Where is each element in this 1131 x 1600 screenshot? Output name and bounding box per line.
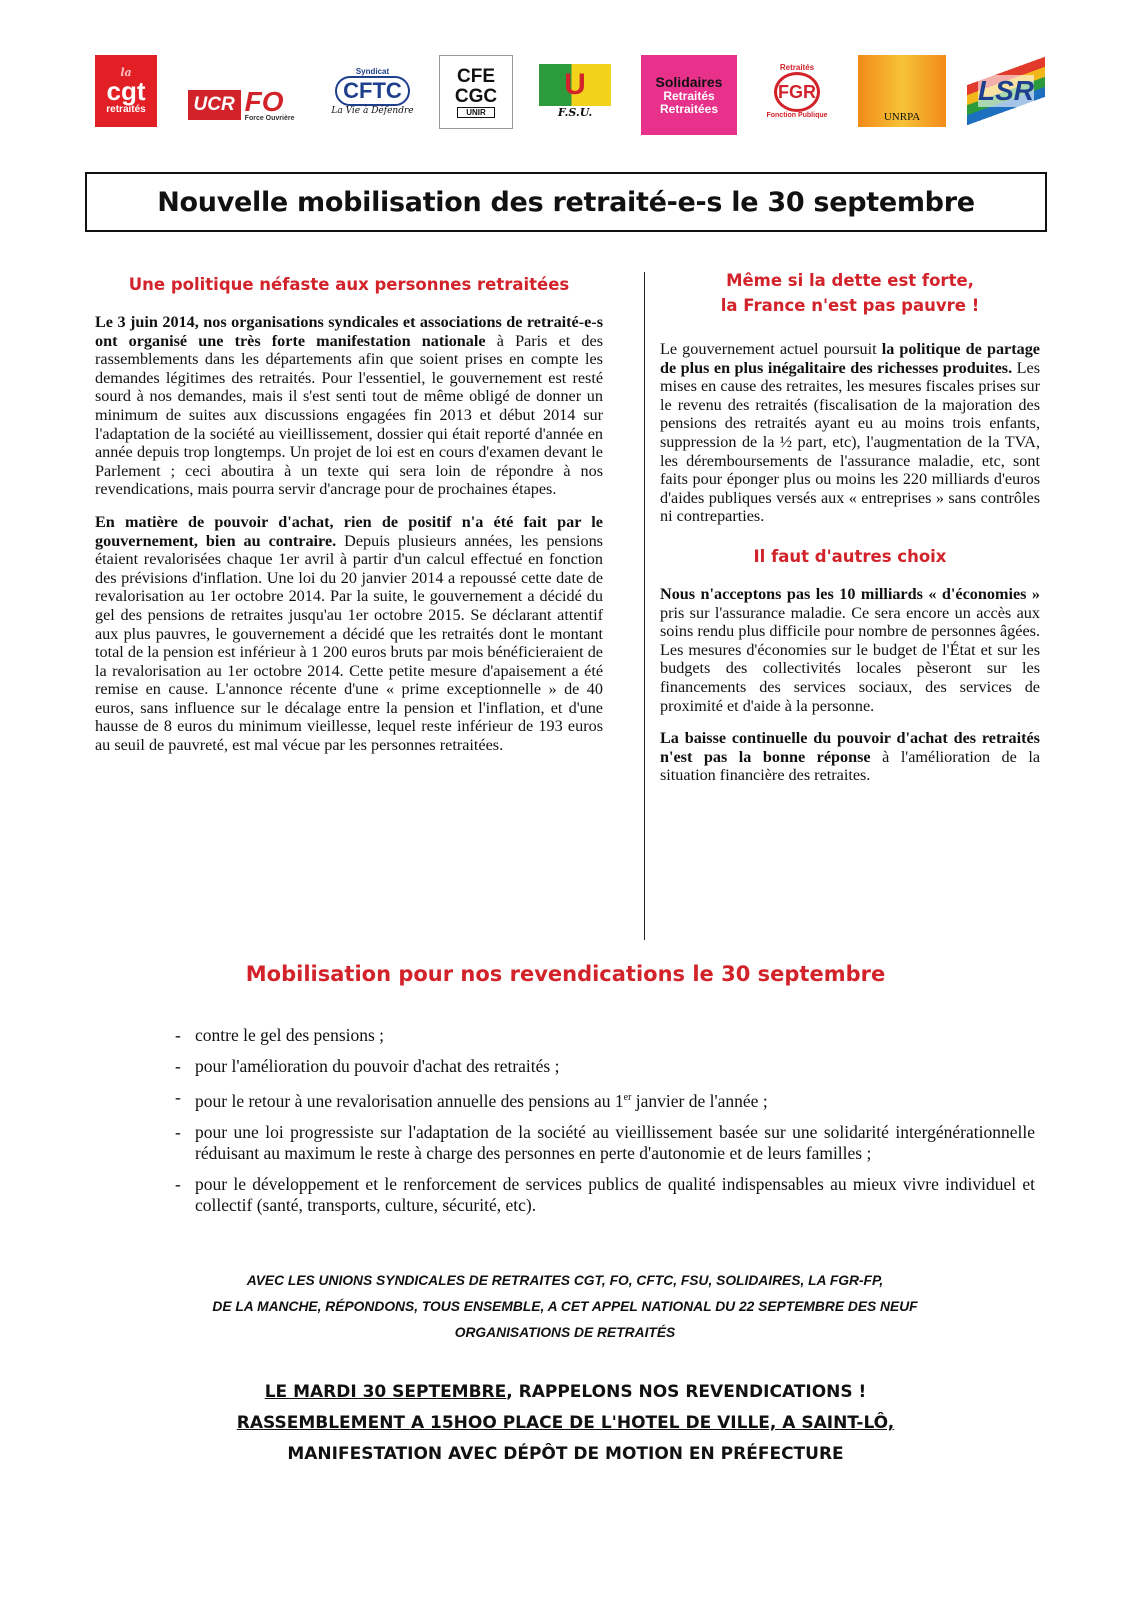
fo-logo-sub: Force Ouvrière xyxy=(244,114,295,122)
fsu-logo-emblem xyxy=(539,64,611,106)
event-date: LE MARDI 30 SEPTEMBRE xyxy=(264,1382,507,1402)
list-item xyxy=(175,1025,1035,1046)
cftc-logo-top: Syndicat xyxy=(355,66,390,76)
demand-superscript: er xyxy=(623,1092,632,1103)
event-date-line xyxy=(0,1377,1131,1408)
left-paragraph-2 xyxy=(95,513,603,755)
call-line-2: DE LA MANCHE, RÉPONDONS, TOUS ENSEMBLE, A CET APPEL NATIONAL DU 22 SEPTEMBRE DES NEUF xyxy=(212,1299,918,1314)
right-p1-bold: la politique de partage de plus en plus inégalitaire des richesses produites. xyxy=(660,340,1040,377)
call-line-3: ORGANISATIONS DE RETRAITÉS xyxy=(454,1325,676,1340)
fgr-logo-main: FGR xyxy=(774,72,820,112)
demand-text: pour l'amélioration du pouvoir d'achat des retraités ; xyxy=(195,1056,560,1076)
ucr-logo-text: UCR xyxy=(188,90,241,120)
cftc-logo-sub: La Vie à Défendre xyxy=(331,105,414,116)
union-logos-bar xyxy=(95,55,1045,130)
cfe-cgc-logo-main: CFE CGC xyxy=(454,65,498,107)
right-p2-rest: pris sur l'assurance maladie. Ce sera encore un accès aux soins rendu plus difficile pour nombre de personnes âgées. Les mesures d'économies sur le budget de l'État et sur les budgets des collectivités locales pèseront sur les financements des services sociaux, des services de proximité et d'aide à la personne. xyxy=(660,603,1040,715)
unrpa-logo-main: UNRPA xyxy=(883,111,921,123)
right-column xyxy=(660,268,1040,799)
demand-text-part: pour le retour à une revalorisation annuelle des pensions au 1 xyxy=(195,1090,624,1111)
right-paragraph-1 xyxy=(660,340,1040,526)
lsr-logo xyxy=(967,55,1045,127)
fsu-logo-main: U xyxy=(564,67,586,101)
call-to-action-block xyxy=(95,1268,1035,1346)
cftc-logo xyxy=(325,55,420,127)
event-location: RASSEMBLEMENT A 15HOO PLACE DE L'HOTEL DE VILLE, A SAINT-LÔ, xyxy=(236,1413,895,1433)
event-details xyxy=(0,1377,1131,1470)
left-column xyxy=(95,272,603,769)
right-heading-2: la France n'est pas pauvre ! xyxy=(720,296,980,315)
demand-text: pour une loi progressiste sur l'adaptation de la société au vieillissement basée sur une solidarité intergénérationnelle réduisant au maximum le reste à charge des personnes en perte d'autonomie et de leurs familles ; xyxy=(195,1121,1035,1163)
list-dash: - xyxy=(175,1173,181,1194)
event-manifestation: MANIFESTATION AVEC DÉPÔT DE MOTION EN PRÉFECTURE xyxy=(287,1444,844,1464)
demands-list xyxy=(175,1025,1035,1226)
left-p2-bold: En matière de pouvoir d'achat, rien de positif n'a été fait par le gouvernement, bien au contraire. xyxy=(95,512,603,550)
list-item xyxy=(175,1122,1035,1164)
fgr-logo xyxy=(759,55,835,127)
right-paragraph-2 xyxy=(660,585,1040,715)
page-title: Nouvelle mobilisation des retraité-e-s le 30 septembre xyxy=(157,186,975,218)
left-p1-bold: Le 3 juin 2014, nos organisations syndicales et associations de retraité-e-s ont organisé une très forte manifestation nationale xyxy=(95,313,603,350)
cfe-cgc-logo xyxy=(439,55,513,129)
right-heading-1: Même si la dette est forte, xyxy=(726,271,974,290)
fsu-logo-sub: F.S.U. xyxy=(557,105,593,119)
demand-text xyxy=(195,1087,1035,1112)
right-p3-rest: à l'amélioration de la situation financière des retraites. xyxy=(660,747,1040,785)
title-box xyxy=(85,172,1047,232)
cgt-logo-main: cgt xyxy=(106,75,146,106)
list-item xyxy=(175,1087,1035,1112)
right-p2-bold: Nous n'acceptons pas les 10 milliards « d'économies » xyxy=(660,584,1040,603)
right-p1-pre: Le gouvernement actuel poursuit xyxy=(660,340,882,358)
demand-text: pour le développement et le renforcement de services publics de qualité indispensables au mieux vivre individuel et collectif (santé, transports, culture, sécurité, etc). xyxy=(195,1173,1035,1215)
fgr-logo-sub: Fonction Publique xyxy=(766,112,828,119)
left-heading: Une politique néfaste aux personnes retraitées xyxy=(128,275,570,294)
list-dash: - xyxy=(175,1025,181,1045)
fgr-logo-top: Retraités xyxy=(779,63,815,72)
event-rappel: , RAPPELONS NOS REVENDICATIONS ! xyxy=(506,1382,867,1402)
solidaires-logo xyxy=(641,55,737,135)
left-paragraph-1 xyxy=(95,313,603,499)
list-item xyxy=(175,1056,1035,1077)
cgt-logo-sub: retraités xyxy=(106,103,146,115)
demand-text: contre le gel des pensions ; xyxy=(195,1025,385,1045)
lsr-logo-main: LSR xyxy=(978,75,1034,106)
cgt-logo xyxy=(95,55,157,127)
list-dash: - xyxy=(175,1087,181,1107)
column-divider xyxy=(644,272,645,940)
unrpa-logo xyxy=(858,55,946,127)
right-heading-3: Il faut d'autres choix xyxy=(753,546,947,566)
right-paragraph-3 xyxy=(660,729,1040,785)
cfe-cgc-logo-sub: UNIR xyxy=(457,107,495,118)
ucr-fo-logo xyxy=(177,83,305,127)
list-item xyxy=(175,1174,1035,1216)
left-p2-rest: Depuis plusieurs années, les pensions étaient revalorisées chaque 1er avril à partir d'un calcul effectué en fonction des prévisions d'inflation. Une loi du 20 janvier 2014 a repoussé cette date de revalorisation au 1er octobre 2014. Par la suite, le gouvernement a décidé du gel des pensions de retraites jusqu'au 1er octobre 2015. Se déclarant attentif aux plus pauvres, le gouvernement a décidé que les retraités dont le montant total de la pension est inférieur à 1 200 euros bruts par mois bénéficieraient de la revalorisation au 1er octobre 2014. Cette petite mesure d'apaisement a été remise en cause. L'annonce récente d'une « prime exceptionnelle » de 40 euros, sans influence sur le décalage entre la pension et l'inflation, et d'une hausse de 8 euros du minimum vieillesse, lequel reste inférieur de 193 euros au seuil de pauvreté, est mal vécue par les personnes retraitées. xyxy=(95,531,603,755)
right-p1-rest: Les mises en cause des retraites, les mesures fiscales prises sur le revenu des retraités (fiscalisation de la majoration des pensions des retraités ayant eu au moins trois enfants, suppression de la ½ part, etc), l'augmentation de la TVA, les déremboursements de l'assurance maladie, etc, sont faits pour éponger plus ou moins les 220 milliards d'euros d'aides publiques versés aux « entreprises » sans contrôles ni contreparties. xyxy=(660,358,1041,526)
cftc-logo-main: CFTC xyxy=(335,76,410,106)
list-dash: - xyxy=(175,1056,181,1076)
solidaires-logo-main: Retraités Retraitées xyxy=(659,89,719,116)
fsu-logo xyxy=(535,55,615,127)
fo-logo-text: FO xyxy=(244,85,284,117)
right-p3-bold: La baisse continuelle du pouvoir d'achat des retraités n'est pas la bonne réponse xyxy=(660,729,1040,766)
left-p1-rest: à Paris et des rassemblements dans les départements afin que soient prises en compte les demandes légitimes des retraités. Pour l'essentiel, le gouvernement est resté sourd à nos demandes, mais il s'est senti tout de même obligé de donner un minimum de suites aux discussions engagées fin 2013 et début 2014 sur l'adaptation de la société au vieillissement, dossier qui était reporté d'année en année depuis trop longtemps. Un projet de loi est en cours d'examen devant le Parlement ; ceci aboutira à un texte qui sera loin de répondre à nos revendications, mais pourra servir d'ancrage pour de prochaines étapes. xyxy=(95,331,603,499)
fo-logo-block xyxy=(244,85,295,122)
mobilisation-title: Mobilisation pour nos revendications le 30 septembre xyxy=(245,962,886,986)
list-dash: - xyxy=(175,1121,181,1142)
cgt-logo-top: la xyxy=(120,65,132,79)
demand-text-after: janvier de l'année ; xyxy=(631,1090,768,1111)
solidaires-logo-top: Solidaires xyxy=(655,74,723,90)
call-line-1: AVEC LES UNIONS SYNDICALES DE RETRAITES CGT, FO, CFTC, FSU, SOLIDAIRES, LA FGR-FP, xyxy=(246,1273,884,1288)
